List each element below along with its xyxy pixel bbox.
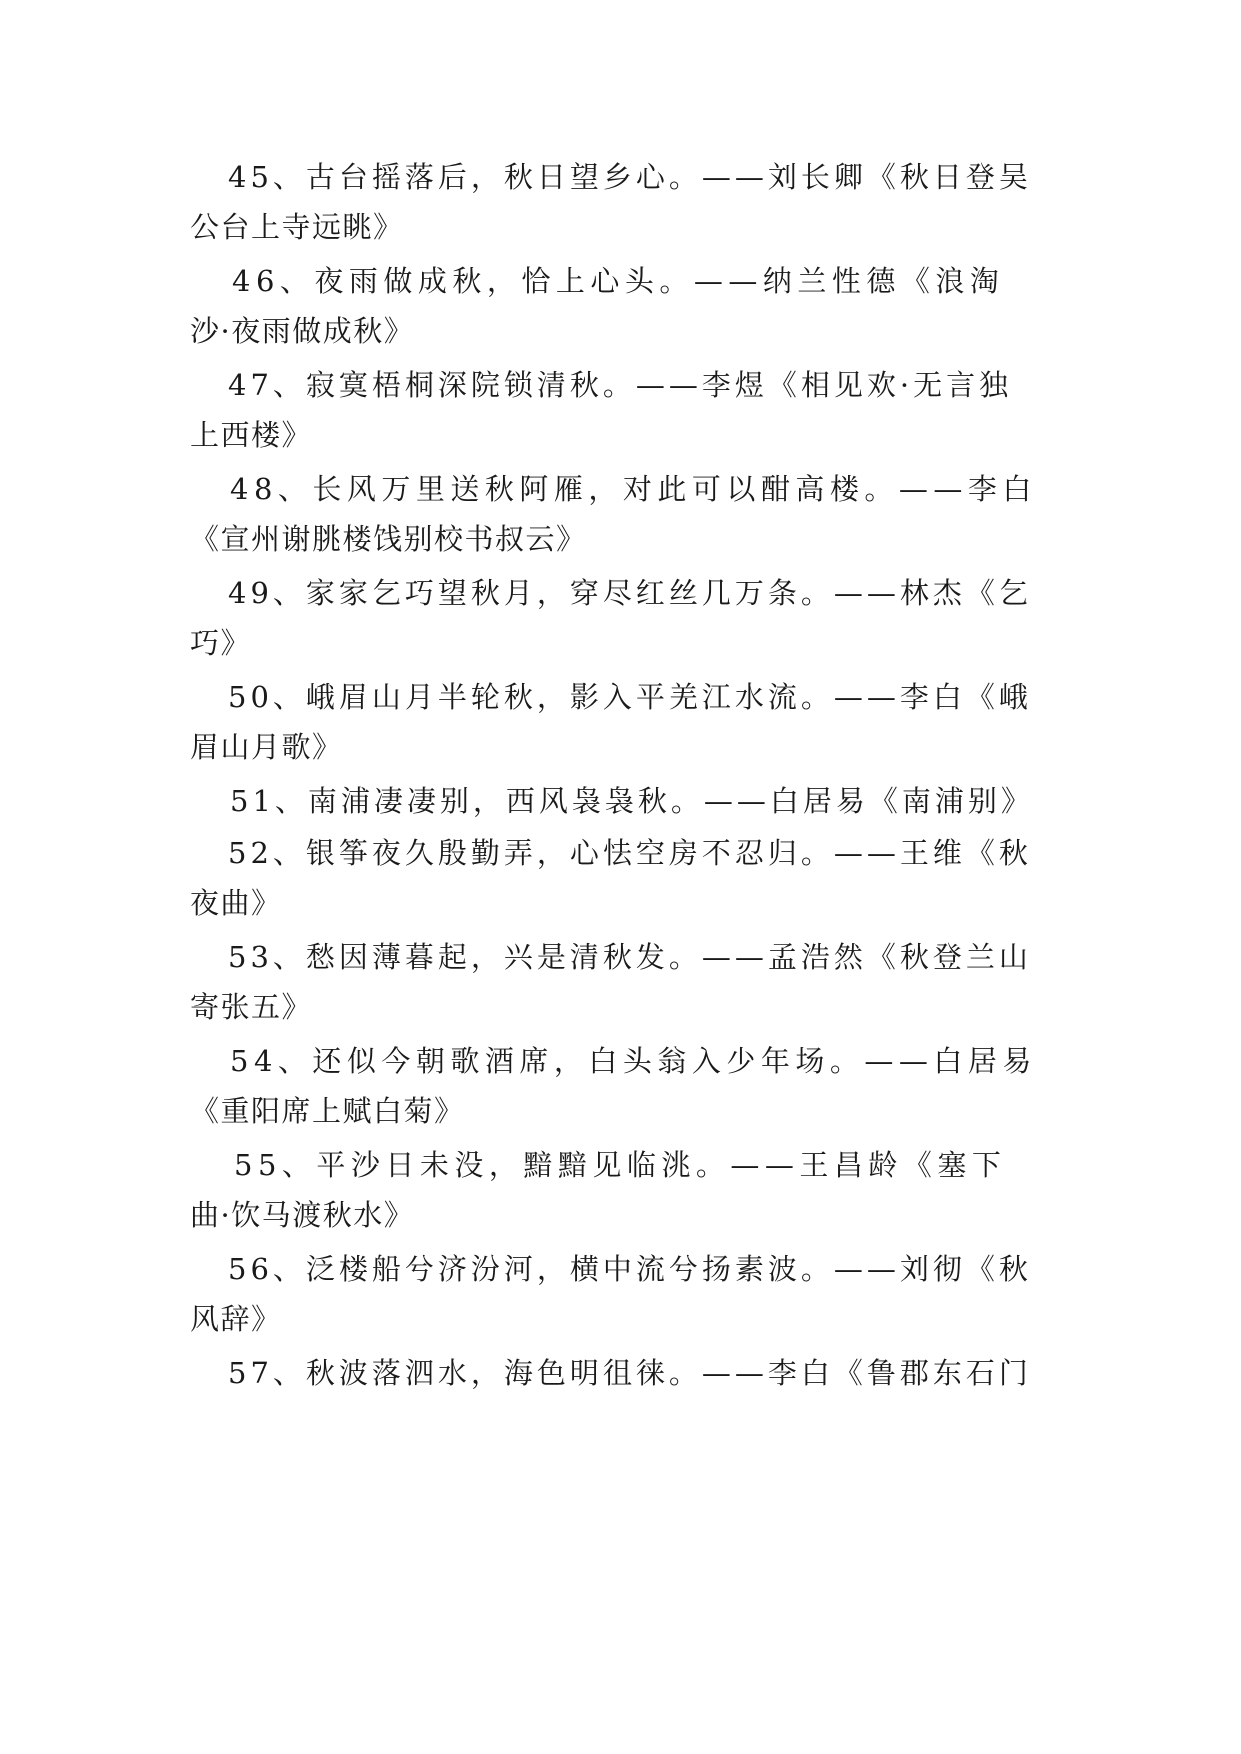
text-line: 眉山月歌》 — [190, 730, 343, 764]
text-line: 46、夜雨做成秋，恰上心头。——纳兰性德《浪淘 — [232, 264, 1005, 298]
text-line: 巧》 — [190, 626, 252, 660]
text-line: 《重阳席上赋白菊》 — [190, 1094, 465, 1128]
text-line: 56、泛楼船兮济汾河，横中流兮扬素波。——刘彻《秋 — [228, 1252, 1032, 1286]
text-line: 夜曲》 — [190, 886, 282, 920]
text-line: 上西楼》 — [190, 418, 313, 452]
text-line: 55、平沙日未没，黯黯见临洮。——王昌龄《塞下 — [234, 1148, 1007, 1182]
text-line: 49、家家乞巧望秋月，穿尽红丝几万条。——林杰《乞 — [228, 576, 1032, 610]
text-line: 沙·夜雨做成秋》 — [190, 314, 415, 348]
text-line: 48、长风万里送秋阿雁，对此可以酣高楼。——李白 — [230, 472, 1037, 506]
text-line: 寄张五》 — [190, 990, 313, 1024]
text-line: 51、南浦凄凄别，西风袅袅秋。——白居易《南浦别》 — [230, 784, 1034, 818]
text-line: 53、愁因薄暮起，兴是清秋发。——孟浩然《秋登兰山 — [228, 940, 1032, 974]
text-line: 57、秋波落泗水，海色明徂徕。——李白《鲁郡东石门 — [228, 1356, 1032, 1390]
text-line: 52、银筝夜久殷勤弄，心怯空房不忍归。——王维《秋 — [228, 836, 1032, 870]
text-line: 54、还似今朝歌酒席，白头翁入少年场。——白居易 — [230, 1044, 1037, 1078]
text-line: 50、峨眉山月半轮秋，影入平羌江水流。——李白《峨 — [228, 680, 1032, 714]
text-line: 曲·饮马渡秋水》 — [190, 1198, 415, 1232]
text-line: 《宣州谢朓楼饯别校书叔云》 — [190, 522, 587, 556]
text-line: 风辞》 — [190, 1302, 282, 1336]
text-line: 45、古台摇落后，秋日望乡心。——刘长卿《秋日登吴 — [228, 160, 1032, 194]
text-line: 公台上寺远眺》 — [190, 210, 404, 244]
text-line: 47、寂寞梧桐深院锁清秋。——李煜《相见欢·无言独 — [228, 368, 1013, 402]
